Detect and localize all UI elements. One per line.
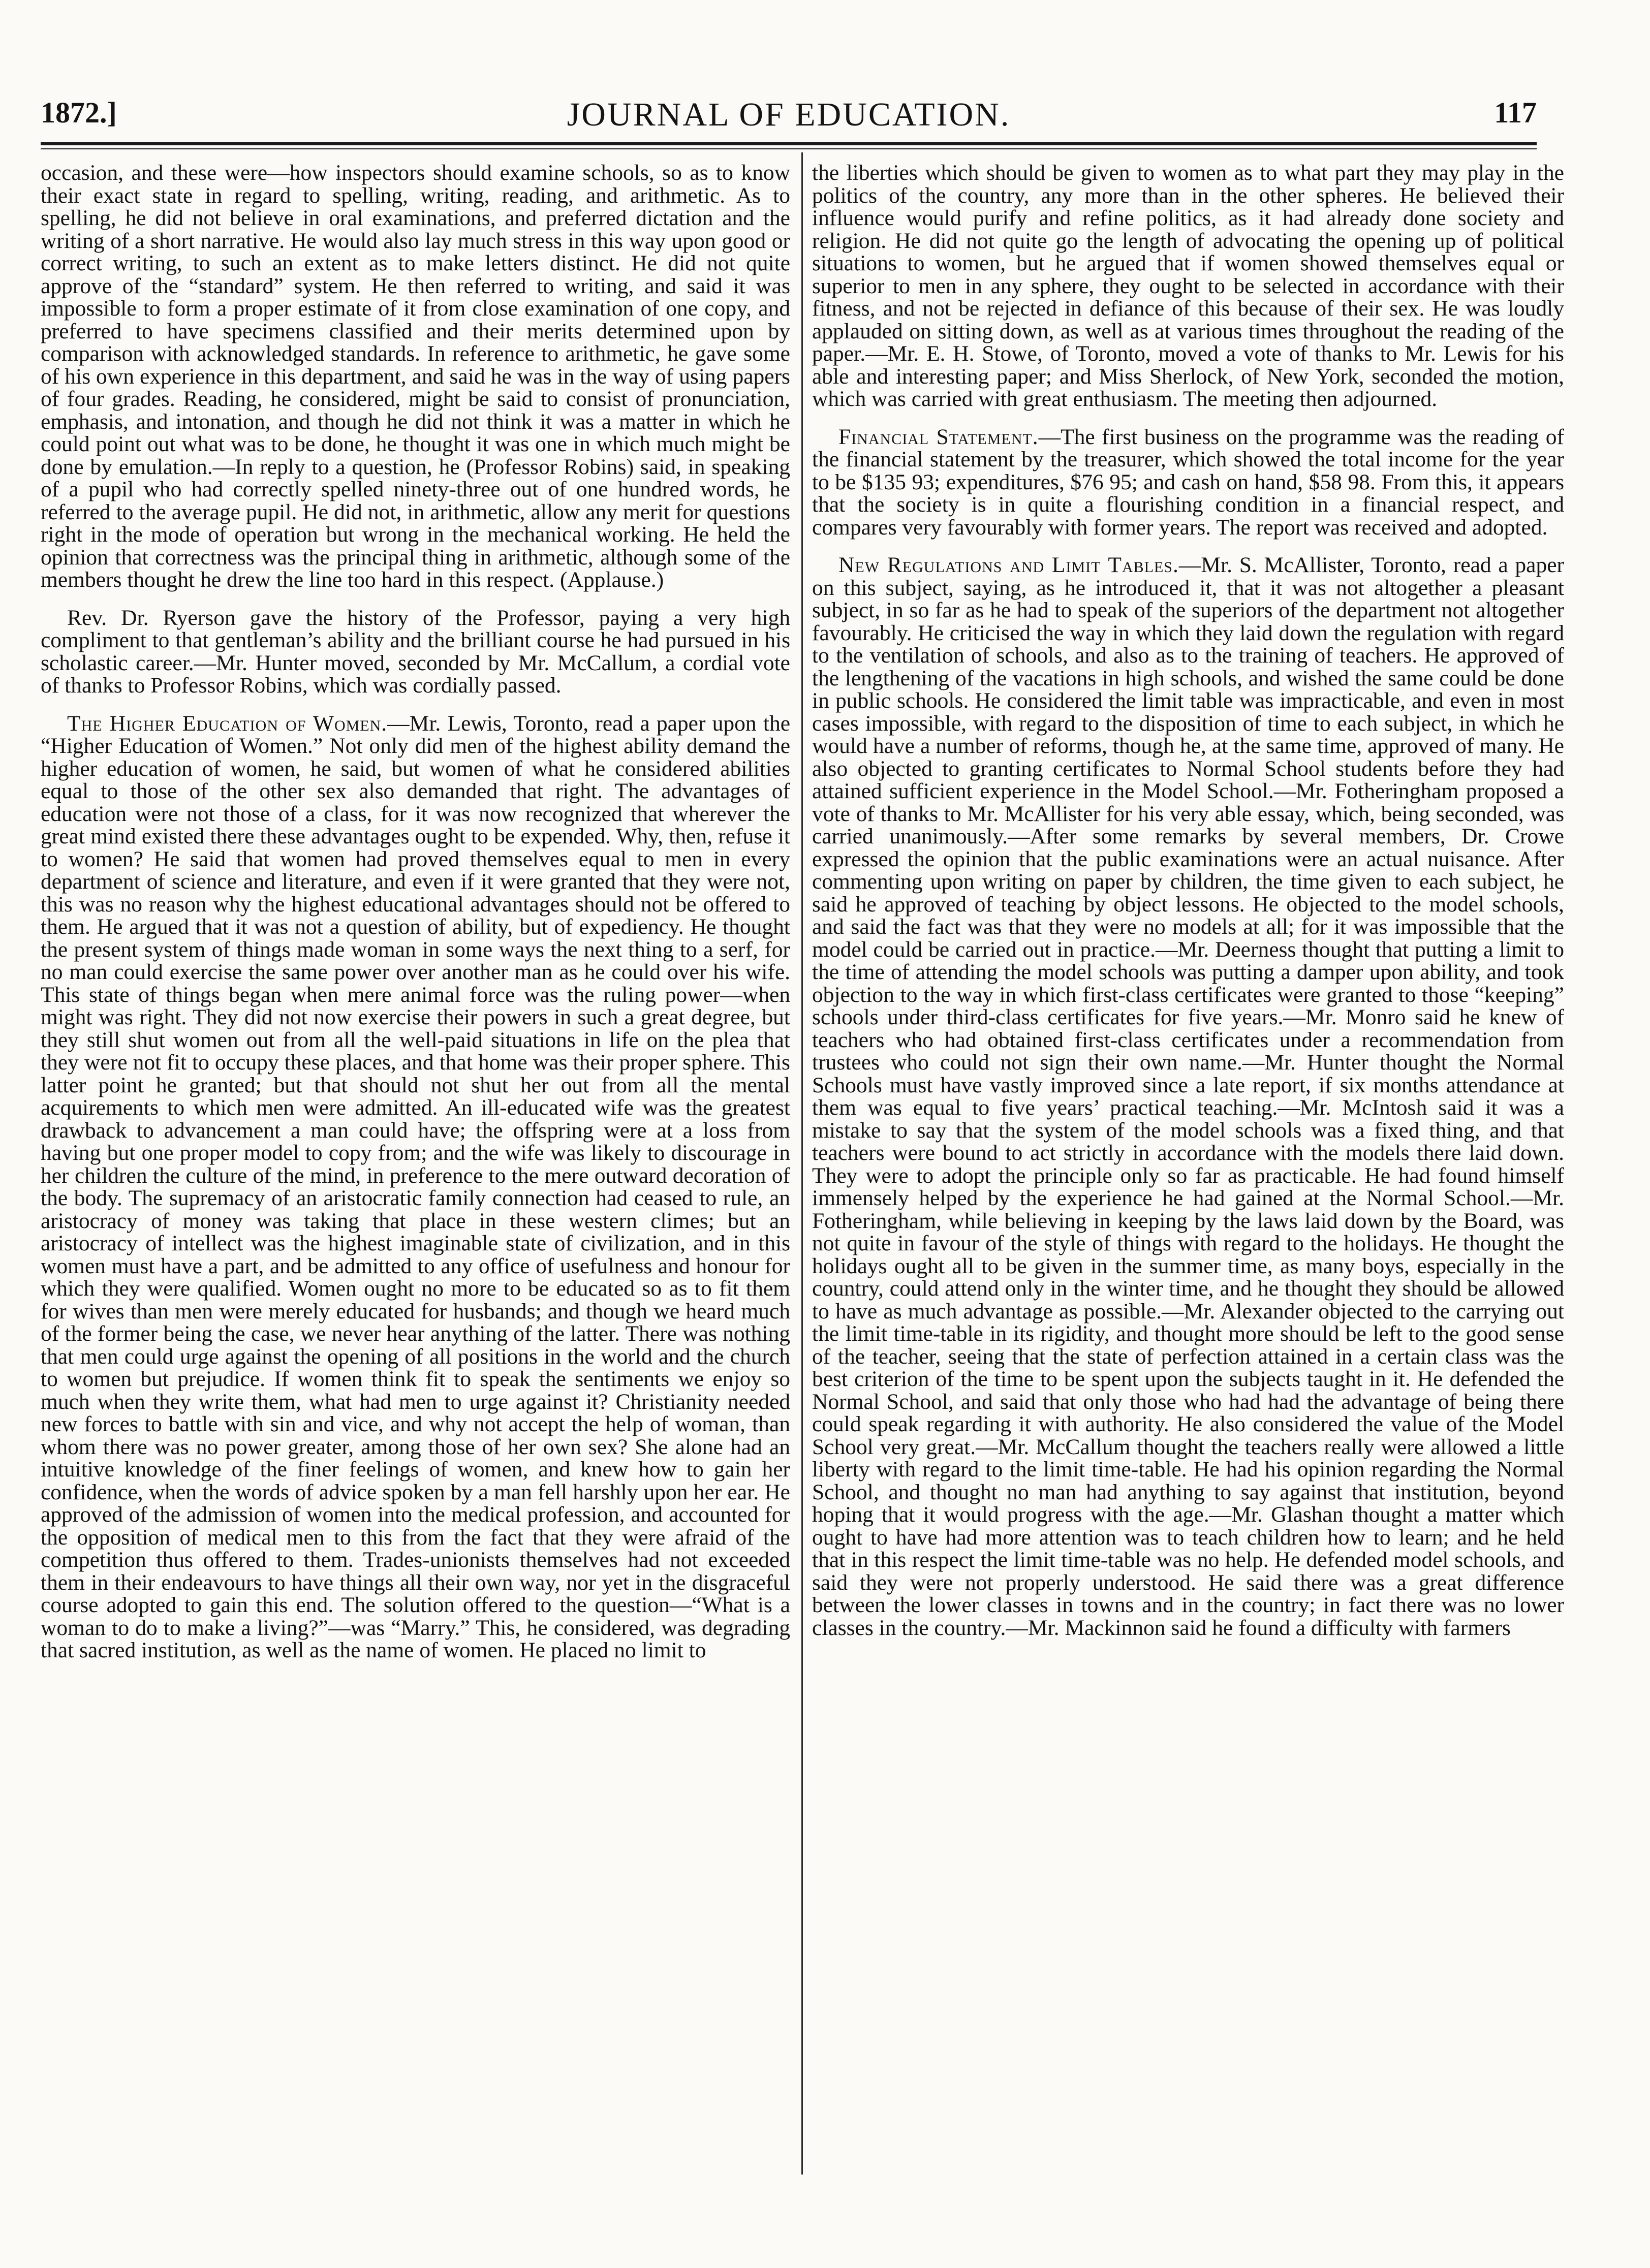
paragraph-financial-statement — [812, 426, 1564, 539]
section-heading-higher-education: The Higher Education of Women. — [67, 711, 388, 736]
section-heading-new-regulations: New Regulations and Limit Tables. — [838, 553, 1179, 577]
section-body-new-regulations: —Mr. S. McAllister, Toronto, read a paper on this subject, saying, as he introduced it, that it was not altogether a pleasant subject, in so far as he had to speak of the superiors of the department not altogether favourably. He criticised the way in which they laid down the regulation with regard to the ventilation of schools, and also as to the training of teachers. He approved of the lengthening of the vacations in high schools, and wished the same could be done in public schools. He considered the limit table was impracticable, and even in most cases impossible, with regard to the disposition of time to each subject, in which he would have a number of reforms, though he, at the same time, approved of many. He also objected to granting certificates to Normal School students before they had attained sufficient experience in the Model School.—Mr. Fotheringham proposed a vote of thanks to Mr. McAllister for his very able essay, which, being seconded, was carried unanimously.—After some remarks by several members, Dr. Crowe expressed the opinion that the public examinations were an actual nuisance. After commenting upon writing on paper by children, the time given to each subject, he said he approved of teaching by object lessons. He objected to the model schools, and said the fact was that they were no models at all; for it was impossible that the model could be carried out in practice.—Mr. Deerness thought that putting a limit to the time of attending the model schools was putting a damper upon ability, and took objection to the way in which first-class certificates were granted to those “keeping” schools under third-class certificates for five years.—Mr. Monro said he knew of teachers who had obtained first-class certificates under a recommendation from trustees who could not sign their own name.—Mr. Hunter thought the Normal Schools must have vastly improved since a late report, if six months attendance at them was equal to five years’ practical teaching.—Mr. McIntosh said it was a mistake to say that the system of the model schools was a fixed thing, and that teachers were bound to act strictly in accordance with the models there laid down. They were to adopt the principle only so far as practicable. He had found himself immensely helped by the experience he had gained at the Normal School.—Mr. Fotheringham, while believing in keeping by the laws laid down by the Board, was not quite in favour of the style of things with regard to the holidays. He thought the holidays ought all to be given in the summer time, as many boys, especially in the country, could attend only in the winter time, and he thought they should be allowed to have as much advantage as possible.—Mr. Alexander objected to the carrying out the limit time-table in its rigidity, and thought more should be left to the good sense of the teacher, seeing that the state of perfection attained in a certain class was the best criterion of the time to be spent upon the subjects taught in it. He defended the Normal School, and said that only those who had had the advantage of being there could speak regarding it with authority. He also considered the value of the Model School very great.—Mr. McCallum thought the teachers really were allowed a little liberty with regard to the limit time-table. He had his opinion regarding the Normal School, and thought no man had anything to say against that institution, beyond hoping that it would progress with the age.—Mr. Glashan thought a matter which ought to have had more attention was to teach children how to learn; and he held that in this respect the limit time-table was no help. He defended model schools, and said they were not properly understood. He said there was a great difference between the lower classes in towns and in the country; in fact there was no lower classes in the country.—Mr. Mackinnon said he found a difficulty with farmers — [812, 553, 1564, 1640]
page-number: 117 — [1494, 96, 1537, 129]
paragraph-ryerson: Rev. Dr. Ryerson gave the history of the Professor, paying a very high compliment to that gentleman’s ability and the brilliant course he had pursued in his scholastic career.—Mr. Hunter moved, seconded by Mr. McCallum, a cordial vote of thanks to Professor Robins, which was cordially passed. — [41, 605, 790, 698]
paragraph-robins-continued: occasion, and these were—how inspectors should examine schools, so as to know their exact state in regard to spelling, writing, reading, and arithmetic. As to spelling, he did not believe in oral examinations, and preferred dictation and the writing of a short narrative. He would also lay much stress in this way upon good or correct writing, to such an extent as to make letters distinct. He did not quite approve of the “standard” system. He then referred to writing, and said it was impossible to form a proper estimate of it from close examination of one copy, and preferred to have specimens classified and their merits determined upon by comparison with acknowledged standards. In reference to arithmetic, he gave some of his own experience in this department, and said he was in the way of using papers of four grades. Reading, he considered, might be said to consist of pronunciation, emphasis, and intonation, and though he did not think it was a matter in which he could point out what was to be done, he thought it was one in which much might be done by emulation.—In reply to a question, he (Professor Robins) said, in speaking of a pupil who had correctly spelled ninety-three out of one hundred words, he referred to the average pupil. He did not, in arithmetic, allow any merit for questions right in the mode of operation but wrong in the mechanical working. He held the opinion that correctness was the principal thing in arithmetic, although some of the members thought he drew the line too hard in this respect. (Applause.) — [41, 162, 790, 592]
header-rule-thick — [41, 142, 1537, 145]
column-divider — [801, 152, 803, 2175]
header-rule-thin — [41, 148, 1537, 149]
header-year: 1872.] — [41, 96, 117, 129]
journal-title: JOURNAL OF EDUCATION. — [567, 96, 1011, 133]
paragraph-new-regulations — [812, 554, 1564, 1639]
section-heading-financial-statement: Financial Statement. — [838, 424, 1039, 449]
paragraph-higher-education-of-women — [41, 712, 790, 1662]
left-column — [41, 162, 790, 2174]
section-body-higher-education: —Mr. Lewis, Toronto, read a paper upon the “Higher Education of Women.” Not only did men of the highest ability demand the higher education of women, he said, but women of what he considered abilities equal to those of the other sex also demanded that right. The advantages of education were not those of a class, for it was now recognized that wherever the great mind existed there these advantages ought to be expended. Why, then, refuse it to women? He said that women had proved themselves equal to men in every department of science and literature, and even if it were granted that they were not, this was no reason why the highest educational advantages should not be offered to them. He argued that it was not a question of ability, but of expediency. He thought the present system of things made woman in some ways the next thing to a serf, for no man could exercise the same power over another man as he could over his wife. This state of things began when mere animal force was the ruling power—when might was right. They did not now exercise their powers in such a great degree, but they still shut women out from all the well-paid situations in life on the plea that they were not fit to occupy these places, and that home was their proper sphere. This latter point he granted; but that should not shut her out from all the mental acquirements to which men were admitted. An ill-educated wife was the greatest drawback to advancement a man could have; the offspring were at a loss from having but one proper model to copy from; and the wife was likely to discourage in her children the culture of the mind, in preference to the mere outward decoration of the body. The supremacy of an aristocratic family connection had ceased to rule, an aristocracy of money was taking that place in these western climes; but an aristocracy of intellect was the highest imaginable state of civilization, and in this women must have a part, and be admitted to any office of usefulness and honour for which they were qualified. Women ought no more to be educated so as to fit them for wives than men were merely educated for husbands; and though we heard much of the former being the case, we never hear anything of the latter. There was nothing that men could urge against the opening of all positions in the world and the church to women but prejudice. If women think fit to speak the sentiments we enjoy so much when they write them, what had men to urge against it? Christianity needed new forces to battle with sin and vice, and why not accept the help of woman, than whom there was no power greater, among those of her own sex? She alone had an intuitive knowledge of the finer feelings of women, and knew how to gain her confidence, when the words of advice spoken by a man fell harshly upon her ear. He approved of the admission of women into the medical profession, and accounted for the opposition of medical men to this from the fact that they were afraid of the competition thus offered to them. Trades-unionists themselves had not exceeded them in their endeavours to have things all their own way, nor yet in the disgraceful course adopted to gain this end. The solution offered to the question—“What is a woman to do to make a living?”—was “Marry.” This, he considered, was degrading that sacred institution, as well as the name of women. He placed no limit to — [41, 711, 790, 1662]
paragraph-lewis-continued: the liberties which should be given to women as to what part they may play in the politics of the country, any more than in the other spheres. He believed their influence would purify and refine politics, as it had already done society and religion. He did not quite go the length of advocating the opening up of political situations to women, but he argued that if women showed themselves equal or superior to men in any sphere, they ought to be selected in accordance with their fitness, and not be rejected in defiance of this because of their sex. He was loudly applauded on sitting down, as well as at various times throughout the reading of the paper.—Mr. E. H. Stowe, of Toronto, moved a vote of thanks to Mr. Lewis for his able and interesting paper; and Miss Sherlock, of New York, seconded the motion, which was carried with great enthusiasm. The meeting then adjourned. — [812, 162, 1564, 411]
section-body-financial-statement: —The first business on the programme was the reading of the financial statement by the treasurer, which showed the total income for the year to be $135 93; expenditures, $76 95; and cash on hand, $58 98. From this, it appears that the society is in quite a flourishing condition in a financial respect, and compares very favourably with former years. The report was received and adopted. — [812, 424, 1564, 540]
running-header — [41, 96, 1537, 146]
right-column — [812, 162, 1564, 2174]
